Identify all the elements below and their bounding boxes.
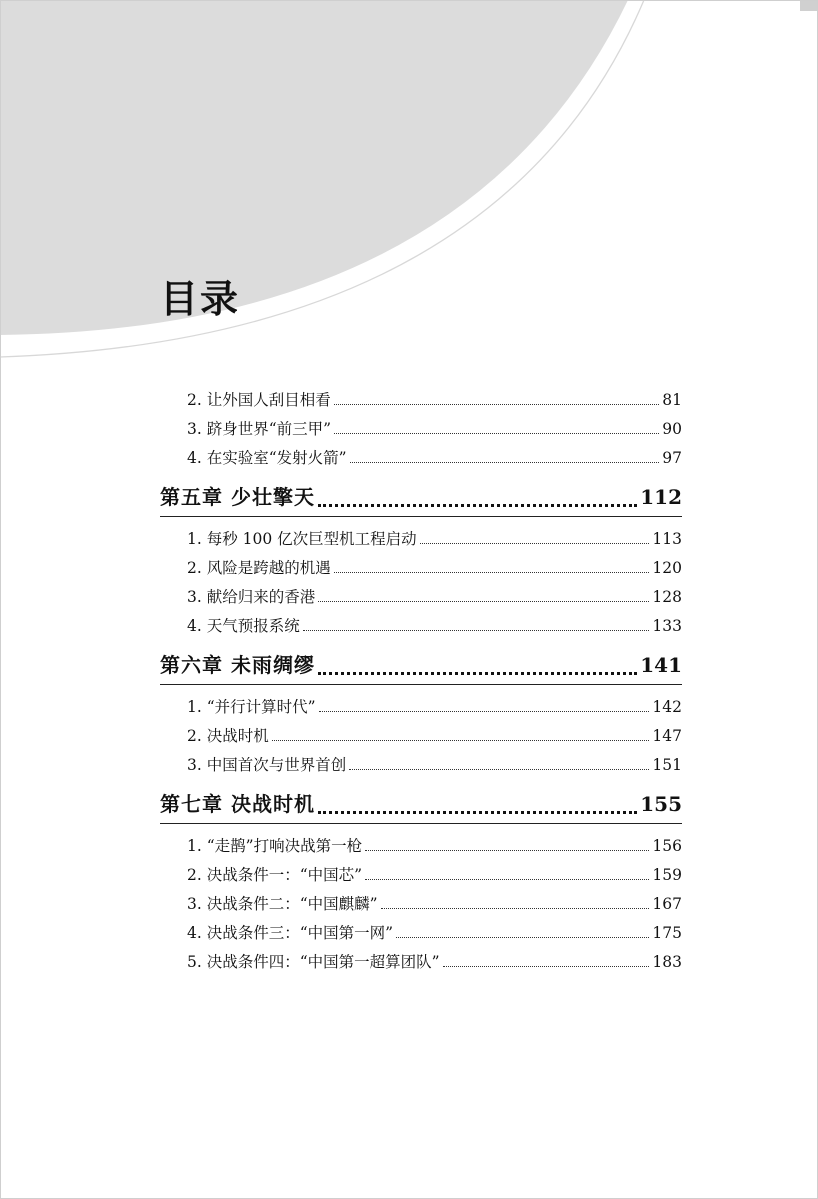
- toc-entry[interactable]: 2. 决战时机 147: [187, 727, 682, 745]
- toc-entry[interactable]: 2. 风险是跨越的机遇 120: [187, 559, 682, 577]
- dot-leader: [396, 936, 649, 938]
- dot-leader: [365, 849, 649, 851]
- toc-entry[interactable]: 2. 让外国人刮目相看 81: [187, 391, 682, 409]
- dot-leader: [318, 810, 637, 814]
- toc-entry[interactable]: 3. 跻身世界“前三甲” 90: [187, 420, 682, 438]
- toc-entry[interactable]: 4. 在实验室“发射火箭” 97: [187, 449, 682, 467]
- dot-leader: [443, 965, 650, 967]
- dot-leader: [318, 671, 637, 675]
- dot-leader: [334, 432, 659, 434]
- dot-leader: [318, 600, 649, 602]
- dot-leader: [303, 629, 650, 631]
- toc-chapter-6[interactable]: 第六章 未雨绸缪 141: [160, 646, 682, 685]
- toc-entry[interactable]: 1. 每秒 100 亿次巨型机工程启动 113: [187, 530, 682, 548]
- dot-leader: [272, 739, 650, 741]
- dot-leader: [381, 907, 650, 909]
- toc-entry[interactable]: 5. 决战条件四：“中国第一超算团队” 183: [187, 953, 682, 971]
- toc-chapter-7[interactable]: 第七章 决战时机 155: [160, 785, 682, 824]
- table-of-contents: [160, 381, 682, 972]
- toc-entry[interactable]: 3. 献给归来的香港 128: [187, 588, 682, 606]
- dot-leader: [318, 503, 637, 507]
- page-title: 目录: [160, 277, 241, 321]
- dot-leader: [334, 571, 650, 573]
- toc-entry[interactable]: 1. “走鹊”打响决战第一枪 156: [187, 837, 682, 855]
- toc-entry[interactable]: 4. 决战条件三：“中国第一网” 175: [187, 924, 682, 942]
- toc-chapter-5[interactable]: 第五章 少壮擎天 112: [160, 478, 682, 517]
- toc-entry[interactable]: 3. 决战条件二：“中国麒麟” 167: [187, 895, 682, 913]
- dot-leader: [319, 710, 650, 712]
- toc-entry[interactable]: 1. “并行计算时代” 142: [187, 698, 682, 716]
- toc-entry[interactable]: 3. 中国首次与世界首创 151: [187, 756, 682, 774]
- dot-leader: [350, 461, 660, 463]
- toc-entry[interactable]: 4. 天气预报系统 133: [187, 617, 682, 635]
- dot-leader: [420, 542, 650, 544]
- dot-leader: [349, 768, 649, 770]
- dot-leader: [334, 403, 660, 405]
- toc-entry[interactable]: 2. 决战条件一：“中国芯” 159: [187, 866, 682, 884]
- dot-leader: [365, 878, 649, 880]
